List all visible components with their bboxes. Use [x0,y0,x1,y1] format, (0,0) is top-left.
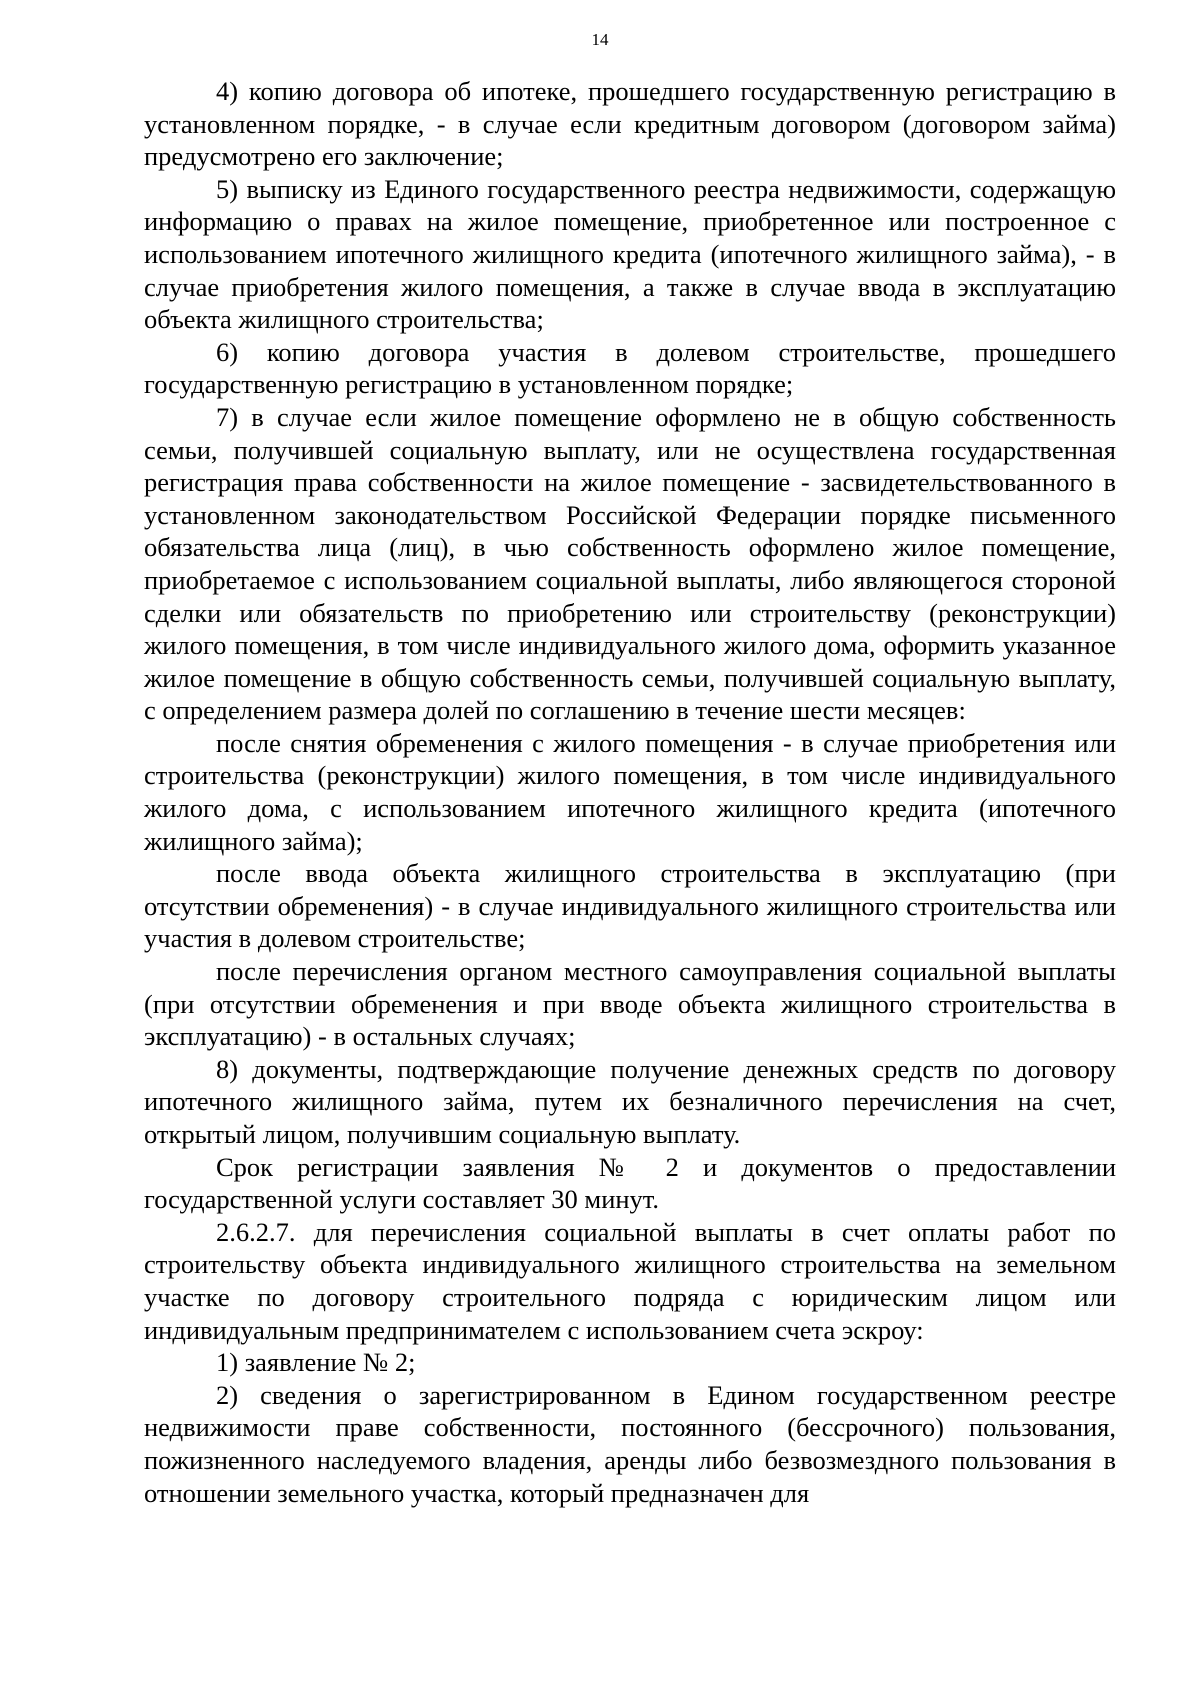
paragraph-after-encumbrance-removal: после снятия обременения с жилого помещения - в случае приобретения или строительства (реконструкции) жилого помещения, в том числе индивидуального жилого дома, с использованием ипотечного жилищного кредита (ипотечного жилищного займа); [144,727,1116,856]
paragraph-item-5-registry-extract: 5) выписку из Единого государственного реестра недвижимости, содержащую информацию о правах на жилое помещение, приобретенное или построенное с использованием ипотечного жилищного кредита (ипотечного жилищного займа), - в случае приобретения жилого помещения, а также в случае ввода в эксплуатацию объекта жилищного строительства; [144,173,1116,335]
paragraph-item-4-mortgage-contract: 4) копию договора об ипотеке, прошедшего государственную регистрацию в установленном порядке, - в случае если кредитным договором (договором займа) предусмотрено его заключение; [144,76,1116,172]
paragraph-after-transfer: после перечисления органом местного самоуправления социальной выплаты (при отсутствии обременения и при вводе объекта жилищного строительства в эксплуатацию) - в остальных случаях; [144,956,1116,1052]
paragraph-registration-term: Срок регистрации заявления № 2 и документов о предоставлении государственной услуги составляет 30 минут. [144,1151,1116,1215]
paragraph-after-commissioning: после ввода объекта жилищного строительства в эксплуатацию (при отсутствии обременения) - в случае индивидуального жилищного строительства или участия в долевом строительстве; [144,858,1116,954]
paragraph-section-2-6-2-7: 2.6.2.7. для перечисления социальной выплаты в счет оплаты работ по строительству объекта индивидуального жилищного строительства на земельном участке по договору строительного подряда с юридическим лицом или индивидуальным предпринимателем с использованием счета эскроу: [144,1216,1116,1345]
paragraph-item-8-funds-documents: 8) документы, подтверждающие получение денежных средств по договору ипотечного жилищного займа, путем их безналичного перечисления на счет, открытый лицом, получившим социальную выплату. [144,1053,1116,1149]
paragraph-item-7-ownership-obligation: 7) в случае если жилое помещение оформлено не в общую собственность семьи, получившей социальную выплату, или не осуществлена государственная регистрация права собственности на жилое помещение - засвидетельствованного в установленном законодательством Российской Федерации порядке письменного обязательства лица (лиц), в чью собственность оформлено жилое помещение, приобретаемое с использованием социальной выплаты, либо являющегося стороной сделки или обязательств по приобретению или строительству (реконструкции) жилого помещения, в том числе индивидуального жилого дома, оформить указанное жилое помещение в общую собственность семьи, получившей социальную выплату, с определением размера долей по соглашению в течение шести месяцев: [144,401,1116,726]
paragraph-item-1-application: 1) заявление № 2; [216,1347,416,1378]
paragraph-item-2-land-rights: 2) сведения о зарегистрированном в Едином государственном реестре недвижимости праве собственности, постоянного (бессрочного) пользования, пожизненного наследуемого владения, аренды либо безвозмездного пользования в отношении земельного участка, который предназначен для [144,1379,1116,1508]
paragraph-item-6-shared-construction: 6) копию договора участия в долевом строительстве, прошедшего государственную регистрацию в установленном порядке; [144,336,1116,400]
document-body [144,75,1116,1509]
page-number: 14 [591,30,609,49]
